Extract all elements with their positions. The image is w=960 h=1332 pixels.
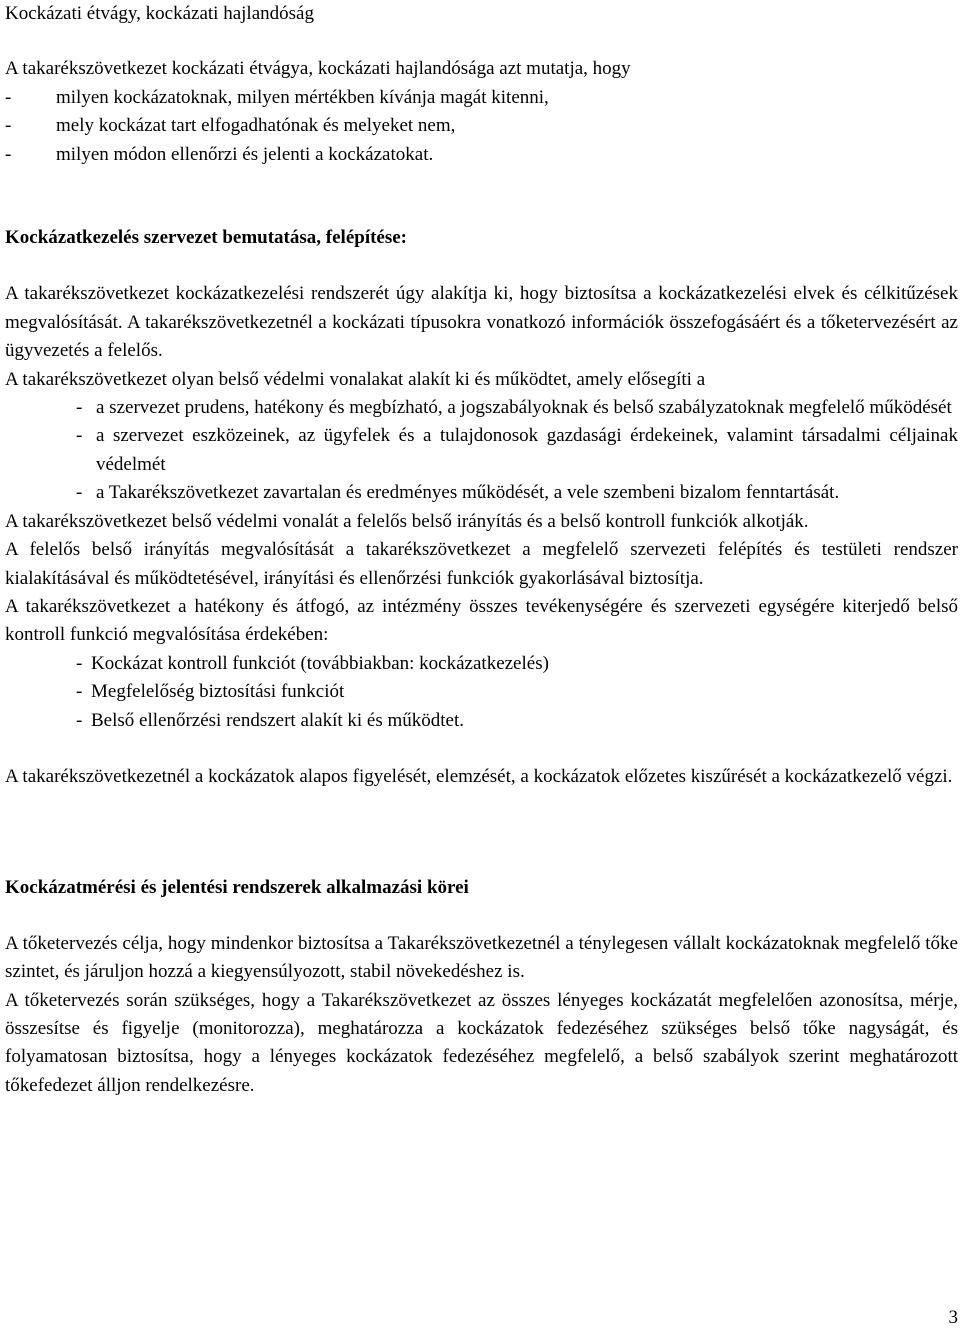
paragraph: A takarékszövetkezetnél a kockázatok alapos figyelését, elemzését, a kockázatok előzetes kiszűrését a kockázatkezelő végzi. bbox=[5, 765, 953, 787]
list-item-text: milyen kockázatoknak, milyen mértékben kívánja magát kitenni, bbox=[56, 86, 549, 108]
list-item-text: Megfelelőség biztosítási funkciót bbox=[91, 681, 345, 703]
section-title-risk-appetite: Kockázati étvágy, kockázati hajlandóság bbox=[5, 3, 314, 24]
risk-appetite-intro: A takarékszövetkezet kockázati étvágya, kockázati hajlandósága azt mutatja, hogy bbox=[5, 58, 631, 80]
list-dash: - bbox=[5, 86, 12, 108]
control-function-item bbox=[5, 650, 958, 678]
list-item-text: a szervezet eszközeinek, az ügyfelek és a tulajdonosok gazdasági érdekeinek, valamint társadalmi céljainak védelmét bbox=[96, 425, 958, 475]
paragraph: A takarékszövetkezet kockázatkezelési rendszerét úgy alakítja ki, hogy biztosítsa a kockázatkezelési elvek és célkitűzések megvalósítását. A takarékszövetkezetnél a kockázati típusokra vonatkozó információk összefogásáért és a tőketervezésért az ügyvezetés a felelős. bbox=[5, 283, 958, 362]
paragraph: A takarékszövetkezet olyan belső védelmi vonalakat alakít ki és működtet, amely elősegíti a bbox=[5, 368, 706, 390]
defense-line-item bbox=[5, 479, 958, 507]
list-dash: - bbox=[76, 681, 83, 703]
list-item-text: milyen módon ellenőrzi és jelenti a kockázatokat. bbox=[56, 143, 434, 165]
list-dash: - bbox=[5, 115, 12, 137]
control-function-item bbox=[5, 707, 958, 735]
paragraph: A takarékszövetkezet belső védelmi vonalát a felelős belső irányítás és a belső kontroll funkciók alkotják. bbox=[5, 510, 809, 532]
list-dash: - bbox=[76, 652, 83, 674]
list-dash: - bbox=[76, 709, 83, 731]
page-number: 3 bbox=[948, 1307, 958, 1328]
list-item-text: Belső ellenőrzési rendszert alakít ki és működtet. bbox=[91, 709, 465, 731]
list-item-text: a szervezet prudens, hatékony és megbízható, a jogszabályoknak és belső szabályzatoknak megfelelő működését bbox=[96, 397, 952, 419]
list-dash: - bbox=[76, 425, 83, 447]
list-item-text: mely kockázat tart elfogadhatónak és melyeket nem, bbox=[56, 115, 456, 137]
list-dash: - bbox=[76, 397, 83, 419]
section-heading-risk-organization: Kockázatkezelés szervezet bemutatása, felépítése: bbox=[5, 227, 408, 249]
list-dash: - bbox=[5, 143, 12, 165]
defense-line-item bbox=[5, 394, 958, 422]
section-heading-measurement: Kockázatmérési és jelentési rendszerek alkalmazási körei bbox=[5, 877, 469, 899]
paragraph: A felelős belső irányítás megvalósítását a takarékszövetkezet a megfelelő szervezeti felépítés és testületi rendszer kialakításával és működtetésével, irányítási és ellenőrzési funkciók gyakorlásával biztosítja. bbox=[5, 539, 958, 589]
risk-appetite-item bbox=[5, 141, 958, 169]
risk-appetite-item bbox=[5, 112, 958, 140]
control-function-item bbox=[5, 678, 958, 706]
risk-appetite-item bbox=[5, 84, 958, 112]
list-item-text: Kockázat kontroll funkciót (továbbiakban: kockázatkezelés) bbox=[91, 652, 549, 674]
list-dash: - bbox=[76, 482, 83, 504]
document-page bbox=[5, 0, 958, 1100]
paragraph: A tőketervezés célja, hogy mindenkor biztosítsa a Takarékszövetkezetnél a ténylegesen vállalt kockázatoknak megfelelő tőke szintet, és járuljon hozzá a kiegyensúlyozott, stabil növekedéshez is. bbox=[5, 932, 958, 983]
defense-line-item bbox=[5, 422, 958, 479]
list-item-text: a Takarékszövetkezet zavartalan és eredményes működését, a vele szembeni bizalom fenntartását. bbox=[96, 482, 840, 504]
paragraph: A takarékszövetkezet a hatékony és átfogó, az intézmény összes tevékenységére és szervezeti egységére kiterjedő belső kontroll funkció megvalósítása érdekében: bbox=[5, 595, 958, 646]
paragraph: A tőketervezés során szükséges, hogy a Takarékszövetkezet az összes lényeges kockázatát megfelelően azonosítsa, mérje, összesítse és figyelje (monitorozza), meghatározza a kockázatok fedezéséhez szükséges belső tőke nagyságát, és folyamatosan biztosítsa, hogy a lényeges kockázatok fedezéséhez megfelelő, a belső szabályok szerint meghatározott tőkefedezet álljon rendelkezésre. bbox=[5, 989, 958, 1096]
